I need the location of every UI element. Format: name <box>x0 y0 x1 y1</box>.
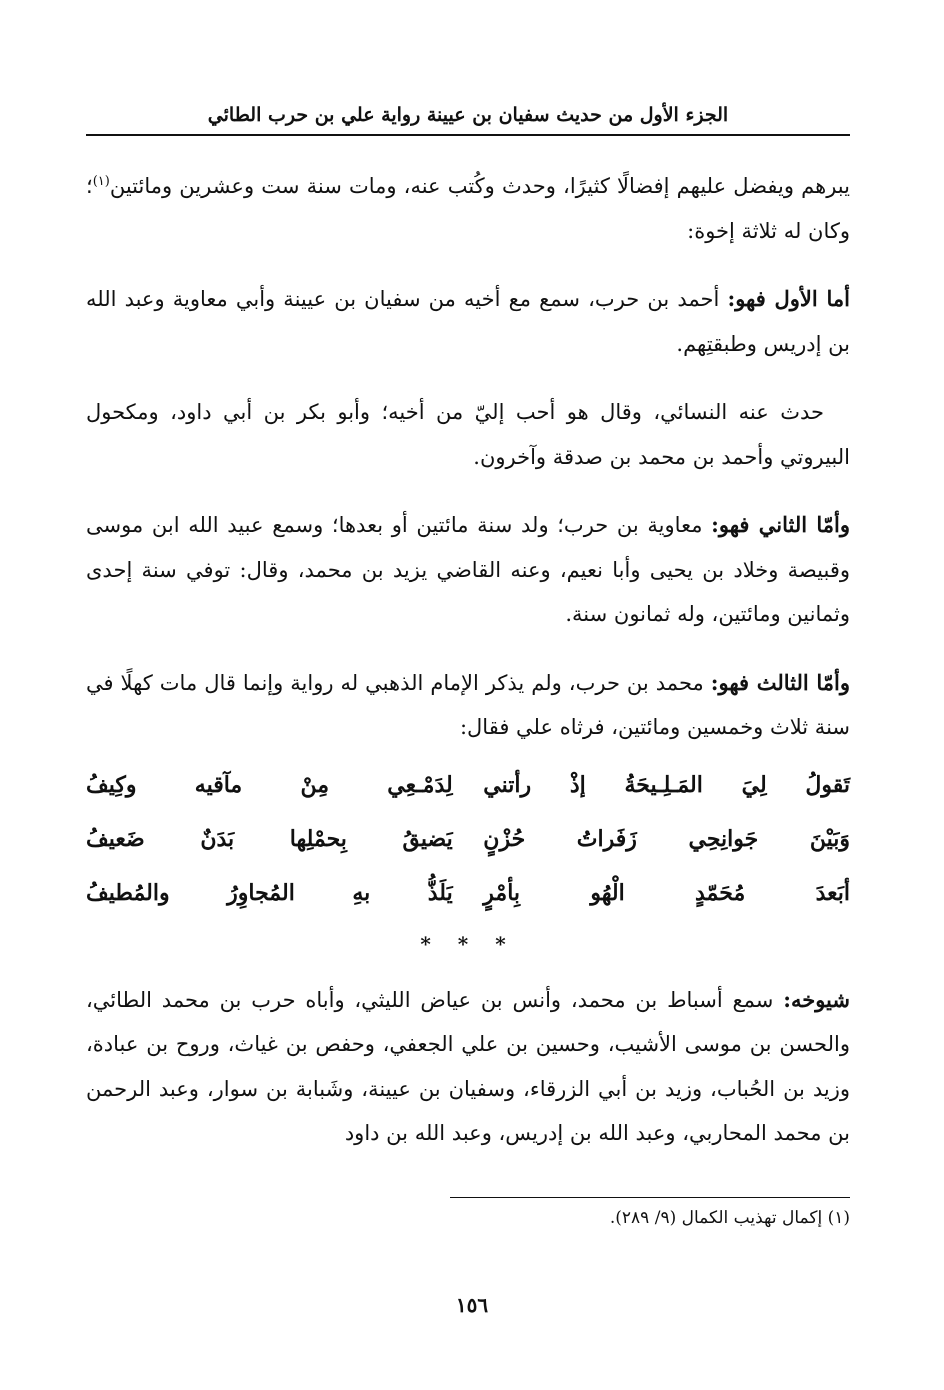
footnote: (١) إكمال تهذيب الكمال (٩/ ٢٨٩). <box>609 1208 850 1228</box>
poem-second-hemistich: يَلَذُّ بهِ المُجاوِرُ والمُطيفُ <box>86 879 453 906</box>
running-head: الجزء الأول من حديث سفيان بن عيينة رواية علي بن حرب الطائي <box>207 104 729 126</box>
header-rule <box>86 134 850 136</box>
paragraph-lead: أما الأول فهو: <box>727 286 850 311</box>
paragraph-text: محمد بن حرب، ولم يذكر الإمام الذهبي له رواية وإنما قال مات كهلًا في سنة ثلاث وخمسين ومائتين، فرثاه علي فقال: <box>86 670 850 739</box>
poem-first-hemistich: وَبَيْنَ جَوانِحِي زَفَراتُ حُزْنٍ <box>483 825 850 852</box>
footnote-rule <box>450 1197 850 1198</box>
main-text <box>86 164 850 1180</box>
poem-verse <box>86 758 850 812</box>
poem-second-hemistich: يَضيقُ بِحمْلِها بَدَنٌ ضَعيفُ <box>86 825 453 852</box>
paragraph-lead: شيوخه: <box>783 986 850 1012</box>
paragraph-lead: وأمّا الثالث فهو: <box>710 669 850 695</box>
paragraph-text: حدث عنه النسائي، وقال هو أحب إليّ من أخيه؛ وأبو بكر بن أبي داود، ومكحول البيروتي وأحمد بن محمد بن صدقة وآخرون. <box>86 400 850 469</box>
paragraph-third-brother <box>86 661 850 750</box>
section-separator: * * * <box>420 931 516 956</box>
poem-verse <box>86 812 850 866</box>
paragraph-text: أحمد بن حرب، سمع مع أخيه من سفيان بن عيينة وأبي معاوية وعبد الله بن إدريس وطبقتِهم. <box>86 287 850 356</box>
poem-second-hemistich: لِدَمْـعِي مِنْ مآقيه وكِيفُ <box>86 771 453 798</box>
paragraph-text: سمع أسباط بن محمد، وأنس بن عياض الليثي، وأباه حرب بن محمد الطائي، والحسن بن موسى الأشيب، وحسين بن علي الجعفي، وحفص بن غياث، وروح بن عبادة، وزيد بن الحُباب، وزيد بن أبي الزرقاء، وسفيان بن عيينة، وشَبابة بن سوار، وعبد الرحمن بن محمد المحاربي، وعبد الله بن إدريس، وعبد الله بن داود <box>86 987 850 1145</box>
paragraph-narrators <box>86 390 850 479</box>
paragraph-second-brother <box>86 503 850 637</box>
footnote-marker[interactable]: (١) <box>92 174 110 189</box>
paragraph-text: معاوية بن حرب؛ ولد سنة مائتين أو بعدها؛ وسمع عبيد الله ابن موسى وقبيصة وخلاد بن يحيى وأبا نعيم، وعنه القاضي يزيد بن محمد، وقال: توفي سنة إحدى وثمانين ومائتين، وله ثمانون سنة. <box>86 513 850 626</box>
paragraph-continuation <box>86 164 850 253</box>
poem-first-hemistich: أبَعدَ مُحَمّدٍ الْهُو بِأمْرٍ <box>483 879 850 906</box>
poem-first-hemistich: تَقولُ لِيَ المَـلِـيحَةُ إذْ رأتني <box>483 771 850 798</box>
poem <box>86 758 850 920</box>
paragraph-first-brother <box>86 277 850 366</box>
paragraph-lead: وأمّا الثاني فهو: <box>711 512 850 537</box>
paragraph-text: يبرهم ويفضل عليهم إفضالًا كثيرًا، وحدث وكُتب عنه، ومات سنة ست وعشرين ومائتين <box>109 174 850 198</box>
paragraph-shuyukh <box>86 978 850 1156</box>
page-number: ١٥٦ <box>455 1293 489 1317</box>
poem-verse <box>86 866 850 920</box>
paragraph-tail: ؛ وكان له ثلاثة إخوة: <box>86 174 850 243</box>
